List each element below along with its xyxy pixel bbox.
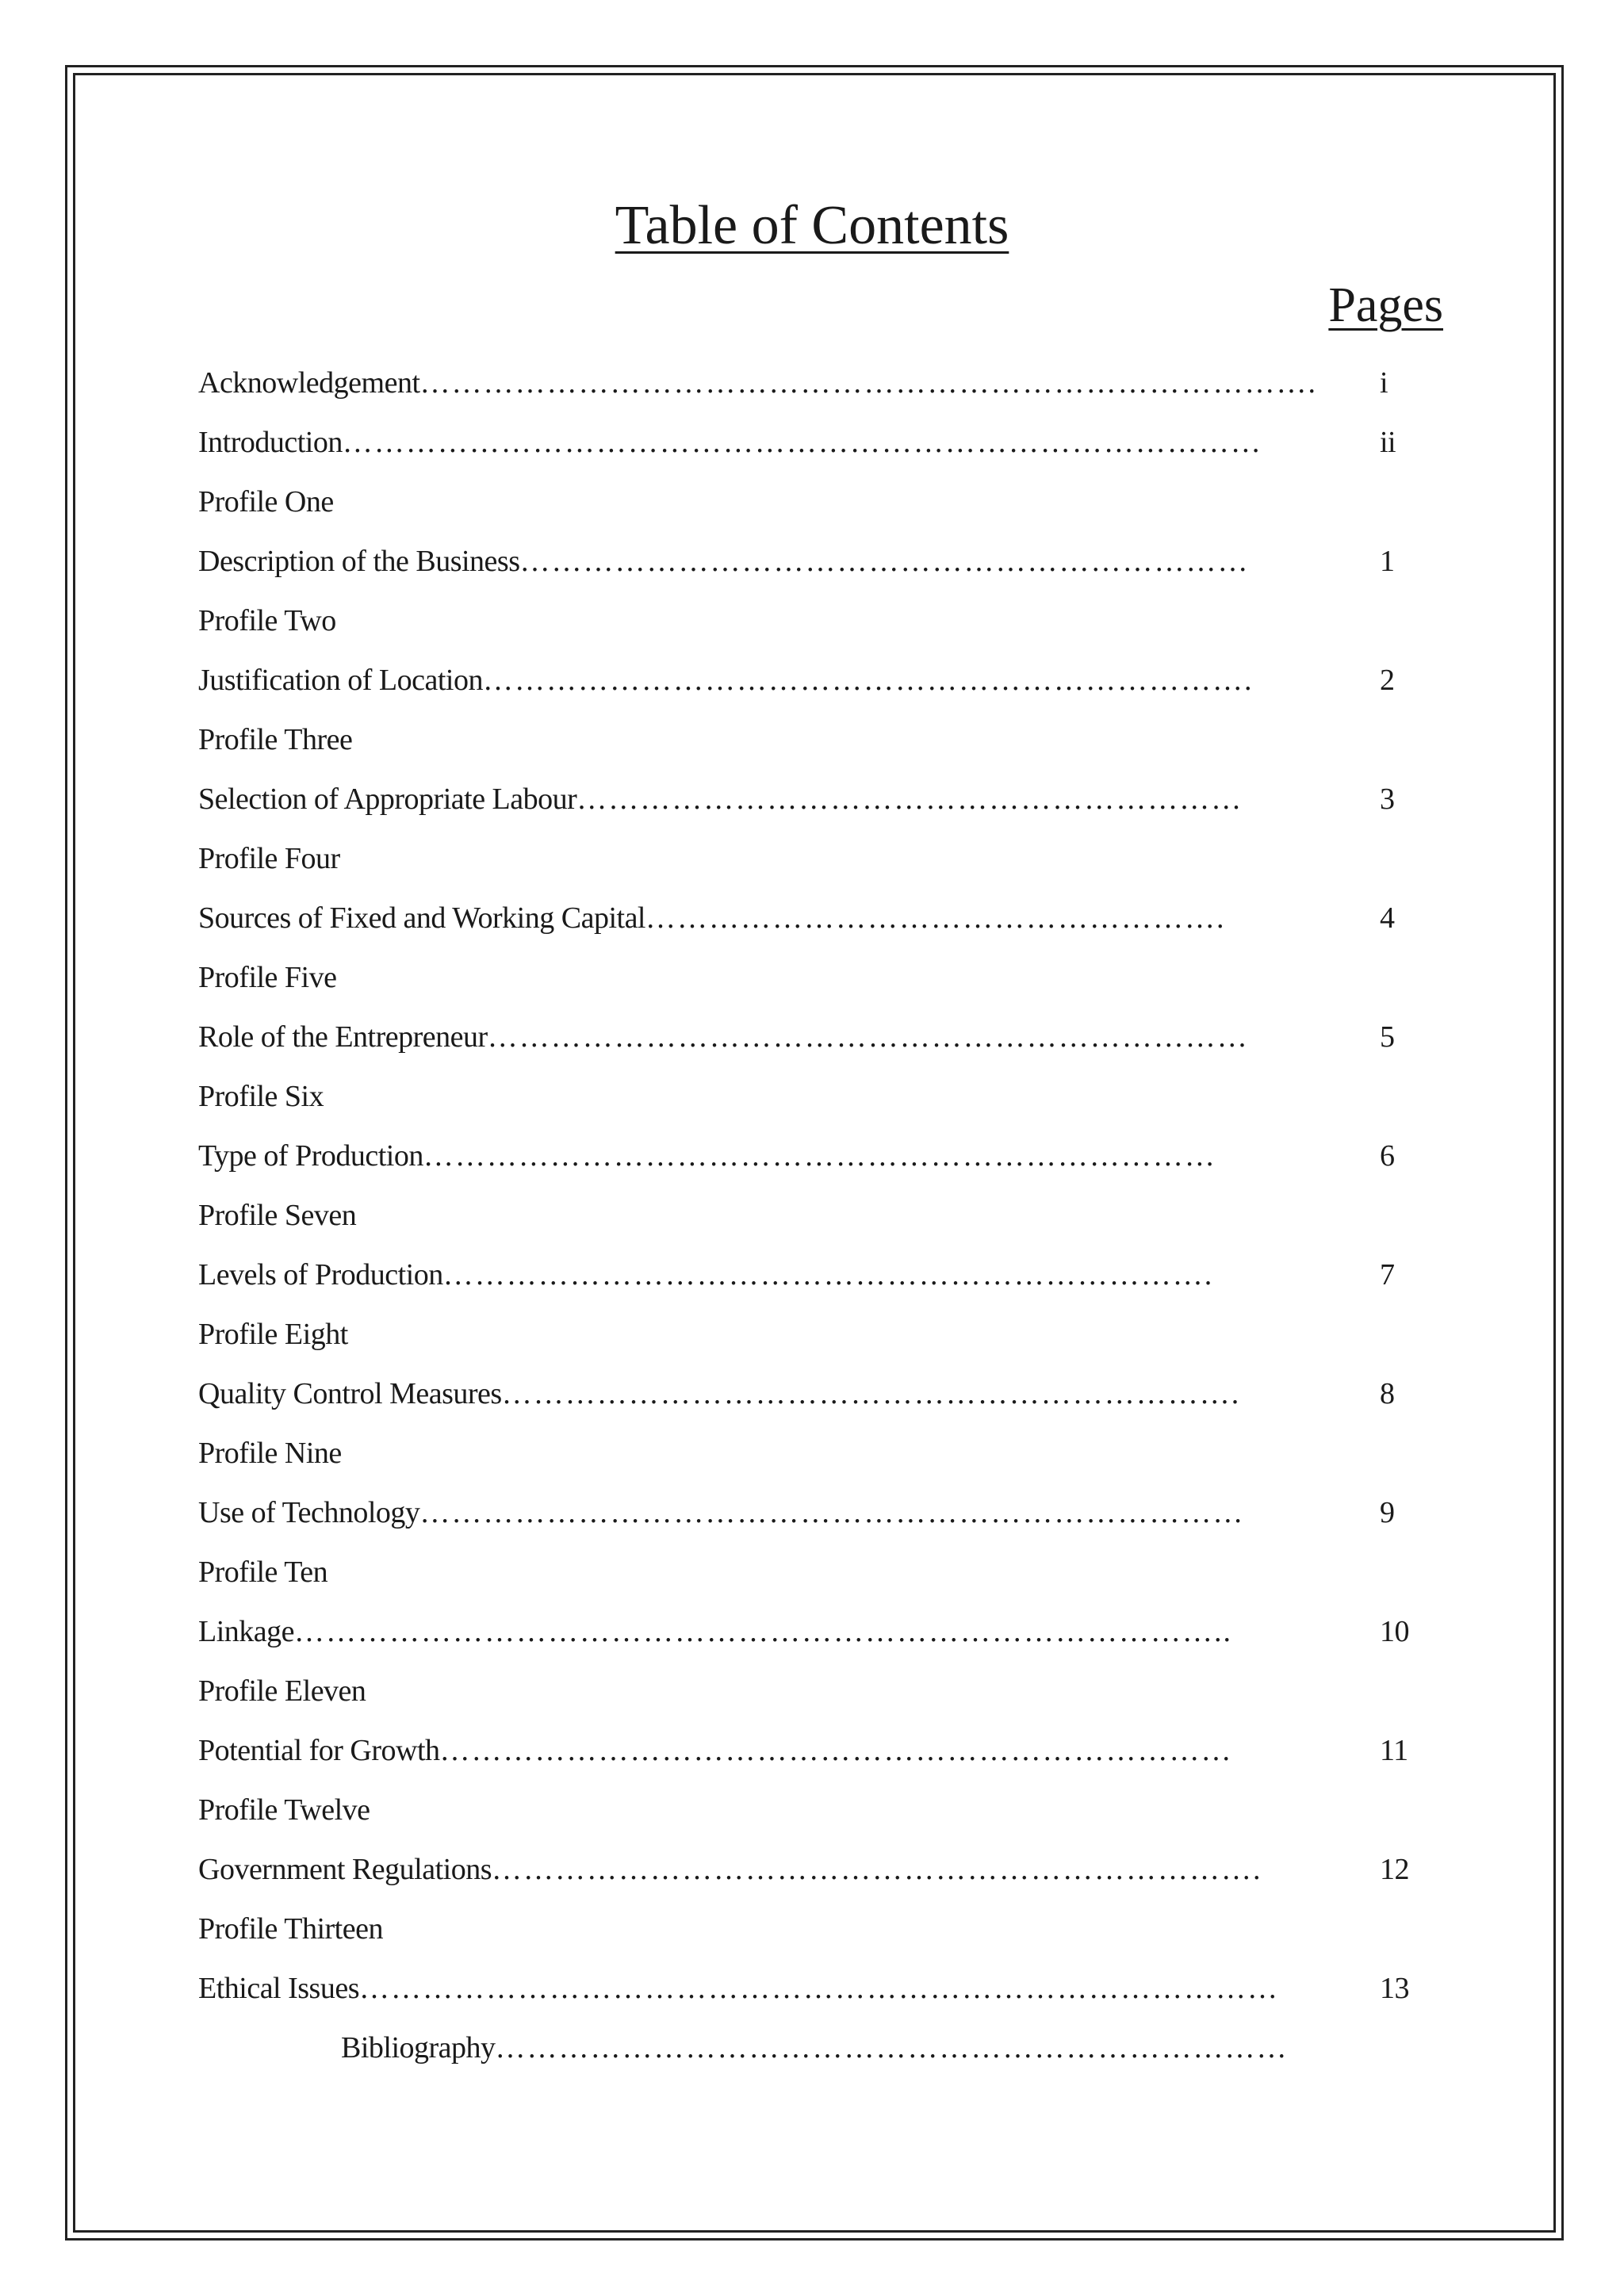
toc-entry bbox=[198, 1127, 1499, 1186]
toc-entry-label: Government Regulations bbox=[198, 1853, 492, 1886]
toc-item-profile-seven bbox=[198, 1186, 1499, 1305]
toc-item-profile-thirteen bbox=[198, 1900, 1499, 2019]
toc-entry bbox=[198, 651, 1499, 710]
toc-dot-leader: …………………………………………………………… bbox=[519, 545, 1250, 578]
toc-profile-heading: Profile Four bbox=[198, 842, 340, 875]
toc-entry bbox=[198, 1602, 1499, 1662]
toc-page-number: 11 bbox=[1380, 1734, 1408, 1767]
toc-item-profile-one bbox=[198, 473, 1499, 591]
toc-dot-leader: ……………………………………………………………… bbox=[487, 1020, 1249, 1054]
toc-profile-heading: Profile Two bbox=[198, 604, 336, 637]
toc-entry-label: Introduction bbox=[198, 426, 343, 459]
toc-profile-heading: Profile Five bbox=[198, 961, 337, 994]
toc-entry-label: Description of the Business bbox=[198, 545, 520, 578]
toc-item-bibliography bbox=[198, 2019, 1499, 2078]
toc-profile-heading: Profile Eleven bbox=[198, 1674, 366, 1708]
toc-profile-heading: Profile Ten bbox=[198, 1556, 328, 1589]
toc-entry-label: Levels of Production bbox=[198, 1258, 443, 1292]
toc-page-number: 9 bbox=[1380, 1496, 1395, 1529]
toc-item-profile-eight bbox=[198, 1305, 1499, 1424]
toc-dot-leader: ………………………………………………………………… bbox=[423, 1139, 1216, 1173]
toc-entry bbox=[198, 1959, 1499, 2019]
toc-entry-label: Acknowledgement bbox=[198, 366, 420, 400]
toc-page-number: 7 bbox=[1380, 1258, 1395, 1292]
toc-page-number: ii bbox=[1380, 426, 1396, 459]
toc-entry-label: Use of Technology bbox=[198, 1496, 420, 1529]
toc-dot-leader: ……………………………………………………………. bbox=[501, 1377, 1241, 1410]
toc-dot-leader: …………………………………………………………………………. bbox=[419, 366, 1318, 400]
toc-item-introduction bbox=[198, 413, 1499, 473]
toc-profile-heading: Profile One bbox=[198, 485, 334, 519]
toc-entry bbox=[198, 1364, 1499, 1424]
toc-entry-label: Potential for Growth bbox=[198, 1734, 440, 1767]
toc-entry-label: Ethical Issues bbox=[198, 1972, 360, 2005]
toc-dot-leader: ………………………………………………………………. bbox=[491, 1853, 1262, 1886]
toc-page-number: 5 bbox=[1380, 1020, 1395, 1054]
toc-dot-leader: ………………………………………………. bbox=[645, 901, 1226, 935]
toc-entry-label: Quality Control Measures bbox=[198, 1377, 502, 1410]
toc-dot-leader: …………………………………………………………………………… bbox=[342, 426, 1262, 459]
toc-entry bbox=[198, 1721, 1499, 1781]
toc-entry bbox=[198, 770, 1499, 829]
toc-item-acknowledgement bbox=[198, 354, 1499, 413]
toc-profile-heading: Profile Thirteen bbox=[198, 1912, 383, 1946]
toc-dot-leader: ………………………………………………………………… bbox=[439, 1734, 1233, 1767]
toc-page-number: 2 bbox=[1380, 664, 1395, 697]
toc-page-number: 6 bbox=[1380, 1139, 1395, 1173]
toc-entry bbox=[198, 532, 1499, 591]
toc-item-profile-six bbox=[198, 1067, 1499, 1186]
toc-item-profile-two bbox=[198, 591, 1499, 710]
toc-profile-heading: Profile Nine bbox=[198, 1437, 342, 1470]
pages-column-heading bbox=[1285, 274, 1443, 337]
toc-page-number: 13 bbox=[1380, 1972, 1409, 2005]
toc-profile-heading: Profile Six bbox=[198, 1080, 324, 1113]
page-title bbox=[0, 190, 1624, 262]
toc-profile-heading: Profile Three bbox=[198, 723, 353, 756]
toc-dot-leader: ………………………………………………………………… bbox=[495, 2031, 1289, 2064]
toc-entry-label: Role of the Entrepreneur bbox=[198, 1020, 488, 1054]
toc-entry bbox=[198, 889, 1499, 948]
pages-column-heading-text: Pages bbox=[1328, 278, 1443, 332]
toc-page-number: 3 bbox=[1380, 783, 1395, 816]
toc-list bbox=[198, 354, 1499, 2078]
toc-item-profile-four bbox=[198, 829, 1499, 948]
toc-dot-leader: ………………………………………………………………. bbox=[482, 664, 1254, 697]
toc-entry bbox=[198, 354, 1499, 413]
page-title-text: Table of Contents bbox=[615, 195, 1009, 256]
toc-entry-label: Bibliography bbox=[341, 2031, 496, 2064]
toc-entry bbox=[198, 1840, 1499, 1900]
toc-page-number: 8 bbox=[1380, 1377, 1395, 1410]
toc-item-profile-twelve bbox=[198, 1781, 1499, 1900]
toc-dot-leader: ………………………………………………………………. bbox=[442, 1258, 1214, 1292]
toc-item-profile-five bbox=[198, 948, 1499, 1067]
toc-page-number: i bbox=[1380, 366, 1388, 400]
toc-profile-heading: Profile Eight bbox=[198, 1318, 348, 1351]
toc-dot-leader: …………………………………………………………………………… bbox=[359, 1972, 1280, 2005]
toc-entry bbox=[198, 413, 1499, 473]
toc-dot-leader: …………………………………………………………………………….. bbox=[294, 1615, 1233, 1648]
toc-item-profile-three bbox=[198, 710, 1499, 829]
toc-profile-heading: Profile Twelve bbox=[198, 1793, 370, 1827]
toc-entry bbox=[198, 1246, 1499, 1305]
toc-dot-leader: …………………………………………………………………… bbox=[419, 1496, 1245, 1529]
toc-profile-heading: Profile Seven bbox=[198, 1199, 357, 1232]
toc-item-profile-nine bbox=[198, 1424, 1499, 1543]
toc-item-profile-eleven bbox=[198, 1662, 1499, 1781]
toc-page-number: 12 bbox=[1380, 1853, 1409, 1886]
toc-entry bbox=[198, 1008, 1499, 1067]
toc-entry-label: Sources of Fixed and Working Capital bbox=[198, 901, 645, 935]
toc-page-number: 1 bbox=[1380, 545, 1395, 578]
toc-entry bbox=[198, 1483, 1499, 1543]
toc-page-number: 4 bbox=[1380, 901, 1395, 935]
toc-entry-label: Justification of Location bbox=[198, 664, 483, 697]
toc-entry-label: Linkage bbox=[198, 1615, 295, 1648]
toc-dot-leader: ……………………………………………………… bbox=[576, 783, 1243, 816]
toc-entry-label: Selection of Appropriate Labour bbox=[198, 783, 577, 816]
toc-entry-label: Type of Production bbox=[198, 1139, 423, 1173]
toc-entry bbox=[198, 2019, 1499, 2078]
toc-page-number: 10 bbox=[1380, 1615, 1409, 1648]
toc-item-profile-ten bbox=[198, 1543, 1499, 1662]
